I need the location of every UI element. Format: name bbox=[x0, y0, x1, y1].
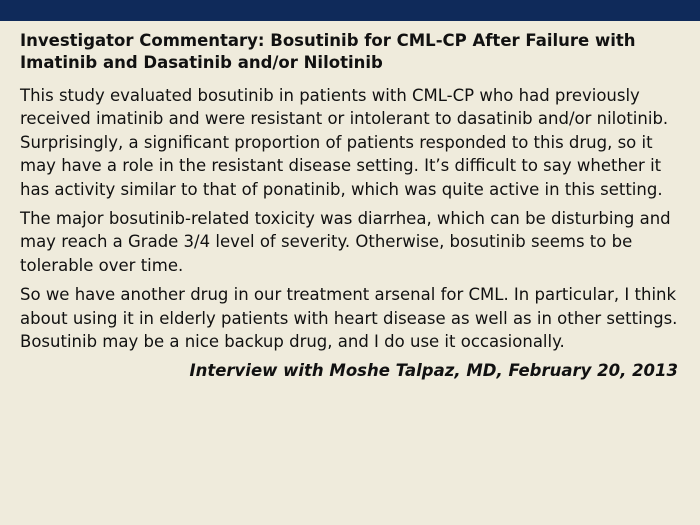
slide-title: Investigator Commentary: Bosutinib for CML-CP After Failure with Imatinib and Dasatinib and/or Nilotinib bbox=[20, 31, 636, 72]
commentary-paragraph-1: This study evaluated bosutinib in patients with CML-CP who had previously received imatinib and were resistant or intolerant to dasatinib and/or nilotinib. Surprisingly, a significant proportion of patients responded to this drug, so it may have a role in the resistant disease setting. It’s difficult to say whether it has activity similar to that of ponatinib, which was quite active in this setting. bbox=[20, 86, 669, 199]
commentary-paragraph-2: The major bosutinib-related toxicity was diarrhea, which can be disturbing and may reach a Grade 3/4 level of severity. Otherwise, bosutinib seems to be tolerable over time. bbox=[20, 209, 671, 275]
commentary-paragraph-3: So we have another drug in our treatment arsenal for CML. In particular, I think about using it in elderly patients with heart disease as well as in other settings. Bosutinib may be a nice backup drug, and I do use it occasionally. bbox=[20, 285, 678, 352]
header-bar bbox=[0, 0, 700, 21]
interview-attribution: Interview with Moshe Talpaz, MD, February 20, 2013 bbox=[189, 361, 678, 381]
slide-content bbox=[20, 30, 682, 383]
